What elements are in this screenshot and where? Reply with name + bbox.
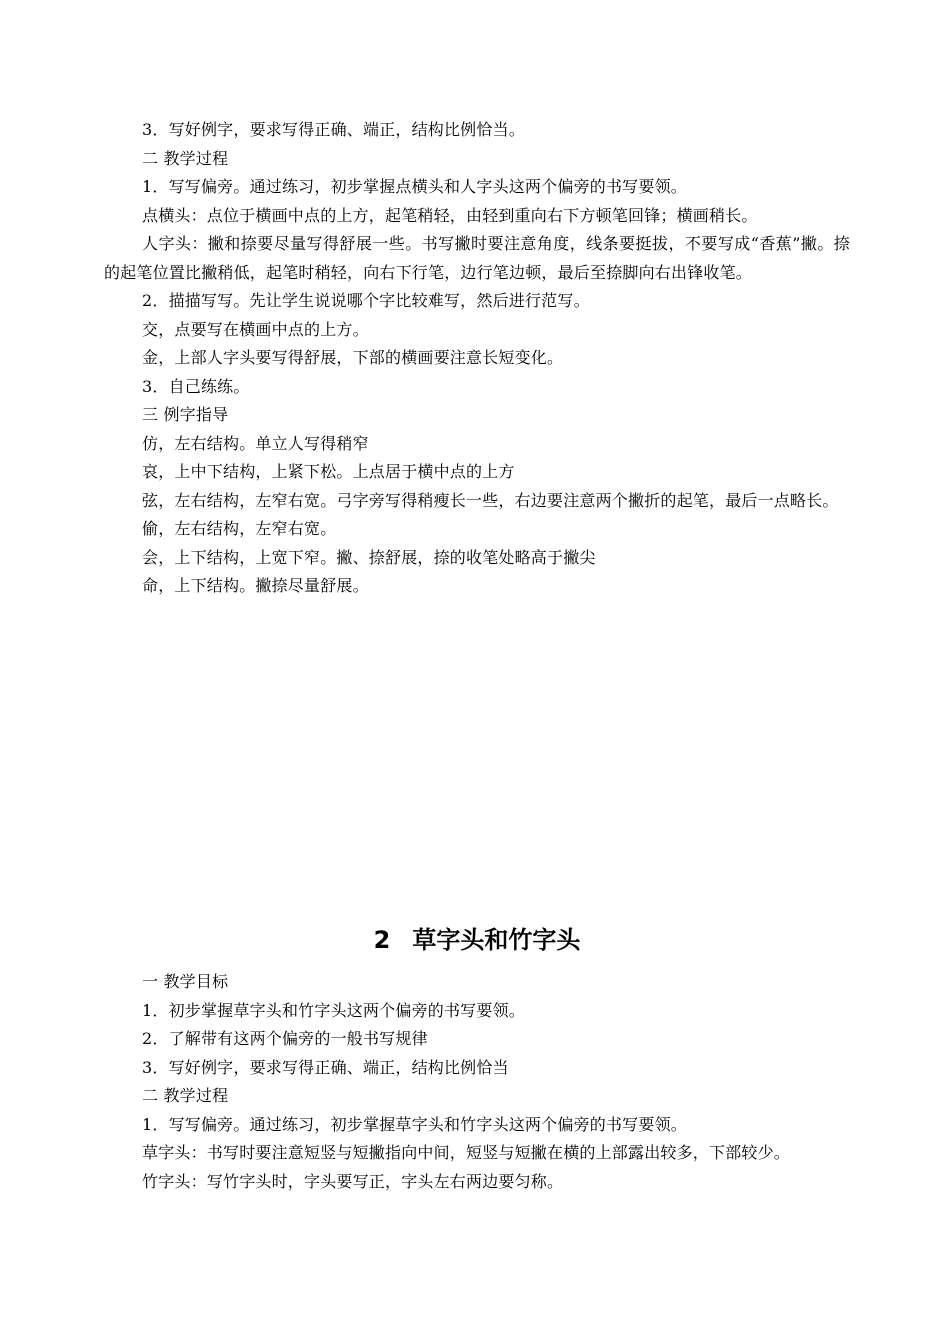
subsection-heading: 三 例字指导	[142, 405, 229, 424]
section-title-text: 草字头和竹字头	[412, 926, 581, 954]
paragraph: 金，上部人字头要写得舒展，下部的横画要注意长短变化。	[142, 348, 564, 367]
paragraph: 弦，左右结构，左窄右宽。弓字旁写得稍瘦长一些，右边要注意两个撇折的起笔，最后一点略长。	[142, 490, 839, 510]
paragraph: 仿，左右结构。单立人写得稍窄	[142, 433, 369, 453]
section-2-body	[104, 968, 850, 1196]
subsection-heading: 二 教学过程	[142, 1086, 229, 1105]
paragraph: 点横头：点位于横画中点的上方，起笔稍轻，由轻到重向右下方顿笔回锋；横画稍长。	[142, 205, 758, 225]
paragraph: 命，上下结构。撇捺尽量舒展。	[142, 576, 369, 595]
paragraph: 交，点要写在横画中点的上方。	[142, 319, 369, 339]
paragraph: 偷，左右结构，左窄右宽。	[142, 519, 337, 538]
paragraph: 3．自己练练。	[142, 376, 250, 396]
paragraph: 3．写好例字，要求写得正确、端正，结构比例恰当。	[142, 120, 525, 139]
subsection-heading: 二 教学过程	[142, 148, 229, 168]
paragraph: 3．写好例字，要求写得正确、端正，结构比例恰当	[142, 1057, 509, 1077]
paragraph: 人字头：撇和捺要尽量写得舒展一些。书写撇时要注意角度，线条要挺拔，不要写成“香蕉”撇。捺的起笔位置比撇稍低，起笔时稍轻，向右下行笔，边行笔边顿，最后至捺脚向右出锋收笔。	[104, 234, 850, 282]
paragraph: 竹字头：写竹字头时，字头要写正，字头左右两边要匀称。	[142, 1171, 564, 1191]
paragraph: 2．了解带有这两个偏旁的一般书写规律	[142, 1029, 428, 1048]
paragraph: 会，上下结构，上宽下窄。撇、捺舒展，捺的收笔处略高于撇尖	[142, 547, 596, 567]
subsection-heading: 一 教学目标	[142, 972, 229, 991]
section-number: 2	[373, 926, 391, 954]
paragraph: 1．写写偏旁。通过练习，初步掌握点横头和人字头这两个偏旁的书写要领。	[142, 177, 687, 196]
section-1-body	[104, 116, 850, 601]
paragraph: 草字头：书写时要注意短竖与短撇指向中间，短竖与短撇在横的上部露出较多，下部较少。	[142, 1143, 791, 1162]
paragraph: 2．描描写写。先让学生说说哪个字比较难写，然后进行范写。	[142, 291, 590, 310]
section-2-title	[104, 920, 850, 960]
paragraph: 哀，上中下结构，上紧下松。上点居于横中点的上方	[142, 462, 515, 481]
paragraph: 1．初步掌握草字头和竹字头这两个偏旁的书写要领。	[142, 1000, 525, 1020]
paragraph: 1．写写偏旁。通过练习，初步掌握草字头和竹字头这两个偏旁的书写要领。	[142, 1114, 687, 1134]
